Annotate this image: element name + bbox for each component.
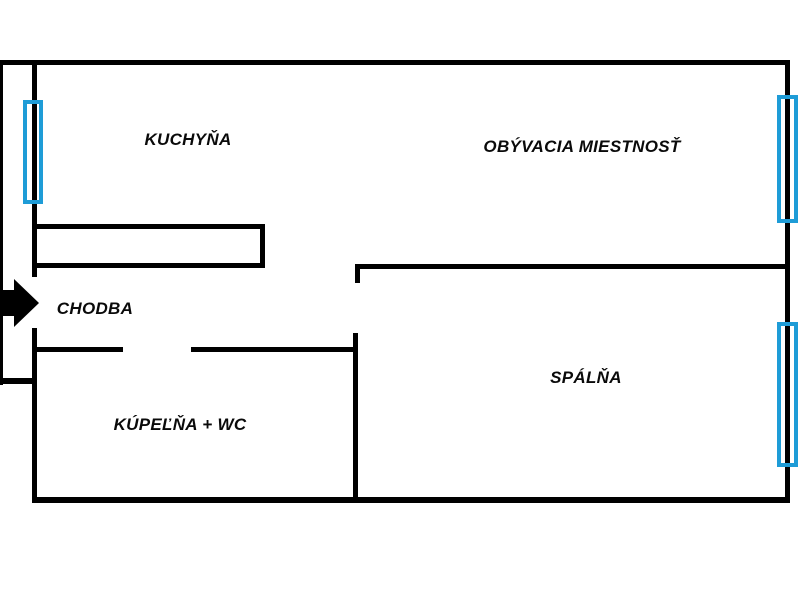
wall-bathroom-right	[353, 333, 358, 500]
closet-rectangle	[32, 224, 265, 268]
wall-entrance-lower	[32, 328, 37, 500]
wall-bathroom-top-left	[32, 347, 123, 352]
room-label-living-room: OBÝVACIA MIESTNOSŤ	[483, 137, 681, 156]
wall-bedroom-top	[355, 264, 790, 269]
bedroom-window-icon	[777, 322, 798, 467]
room-label-bedroom: SPÁLŇA	[550, 368, 622, 387]
wall-bedroom-door-stub	[355, 264, 360, 283]
room-label-hallway: CHODBA	[56, 299, 134, 318]
living-room-window-icon	[777, 95, 798, 223]
kitchen-window-icon	[23, 100, 43, 204]
wall-bathroom-top-right	[191, 347, 357, 352]
wall-bottom-exterior	[32, 497, 790, 503]
entrance-arrow-head	[14, 279, 39, 327]
wall-left-outer-boundary	[0, 60, 3, 385]
room-label-bathroom: KÚPEĽŇA + WC	[113, 415, 247, 434]
room-label-kitchen: KUCHYŇA	[144, 130, 232, 149]
wall-top-exterior	[0, 60, 790, 65]
